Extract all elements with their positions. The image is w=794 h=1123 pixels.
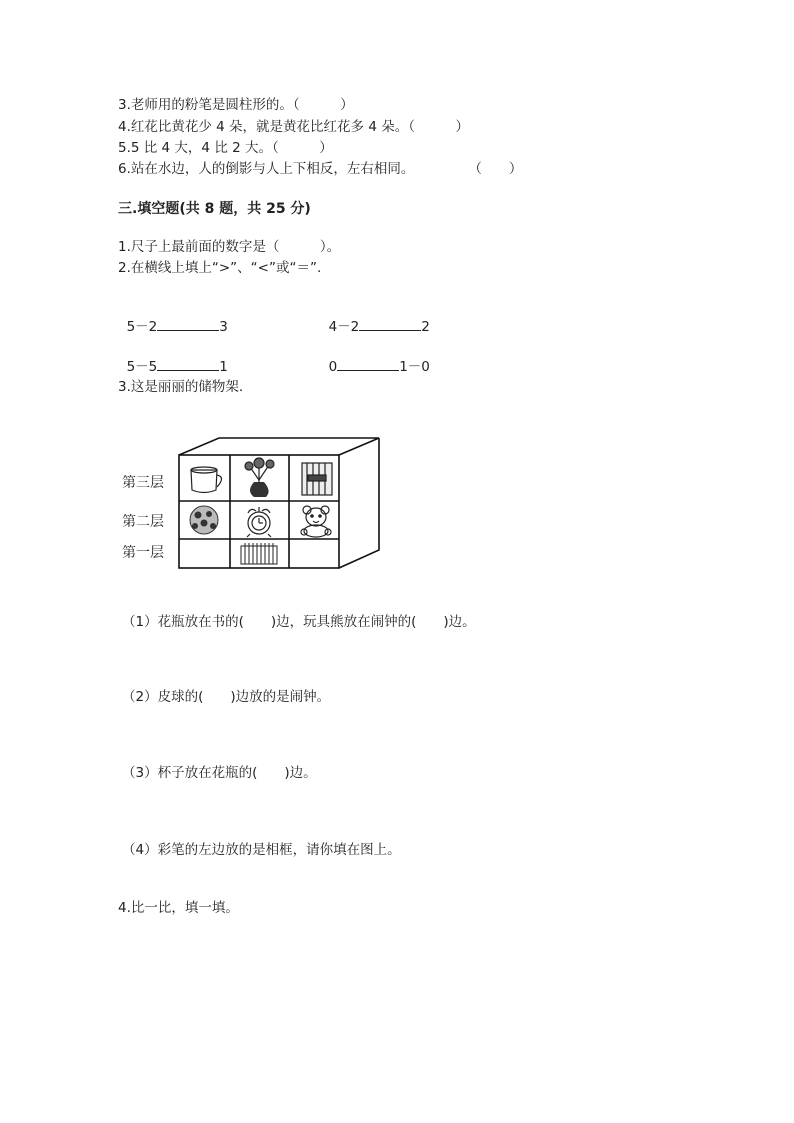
compare-a-left: 5－2 (126, 319, 158, 335)
storage-shelf-figure (174, 435, 384, 575)
judge-question-5: 5.5 比 4 大，4 比 2 大。（ ） (118, 140, 333, 156)
fill-question-4: 4.比一比，填一填。 (118, 900, 239, 916)
compare-d (320, 340, 430, 376)
compare-c (118, 340, 228, 376)
compare-a (118, 300, 228, 336)
judge-question-4: 4.红花比黄花少 4 朵，就是黄花比红花多 4 朵。（ ） (118, 119, 469, 135)
compare-d-blank[interactable] (337, 358, 399, 371)
sub-question-3: （3）杯子放在花瓶的( )边。 (122, 765, 317, 781)
shelf-label-layer3: 第三层 (122, 475, 164, 491)
alarm-clock-icon (247, 507, 271, 537)
section-title: 三.填空题(共 8 题，共 25 分) (118, 201, 311, 217)
book-icon (302, 463, 332, 495)
shelf-side (339, 438, 379, 568)
colored-pens-icon (241, 543, 277, 564)
teddy-bear-icon (301, 506, 331, 537)
compare-b-left: 4－2 (328, 319, 360, 335)
compare-d-left: 0 (328, 359, 338, 375)
sub-question-4: （4）彩笔的左边放的是相框，请你填在图上。 (122, 842, 401, 858)
compare-d-right: 1－0 (399, 359, 430, 375)
compare-b-blank[interactable] (359, 318, 421, 331)
compare-c-right: 1 (219, 359, 228, 375)
compare-a-blank[interactable] (157, 318, 219, 331)
sub-question-2: （2）皮球的( )边放的是闹钟。 (122, 689, 331, 705)
fill-question-1: 1.尺子上最前面的数字是（ ）。 (118, 239, 341, 255)
fill-question-2: 2.在横线上填上“>”、“<”或“＝”. (118, 260, 322, 276)
judge-question-6: 6.站在水边，人的倒影与人上下相反，左右相同。 （ ） (118, 161, 523, 177)
cup-icon (191, 467, 222, 493)
compare-c-left: 5－5 (126, 359, 158, 375)
sub-question-1: （1）花瓶放在书的( )边，玩具熊放在闹钟的( )边。 (122, 614, 476, 630)
ball-icon (190, 506, 218, 534)
fill-question-3: 3.这是丽丽的储物架. (118, 379, 244, 395)
compare-b (320, 300, 430, 336)
vase-icon (245, 458, 274, 497)
compare-b-right: 2 (421, 319, 430, 335)
compare-c-blank[interactable] (157, 358, 219, 371)
shelf-label-layer1: 第一层 (122, 545, 164, 561)
judge-question-3: 3.老师用的粉笔是圆柱形的。（ ） (118, 97, 354, 113)
shelf-label-layer2: 第二层 (122, 514, 164, 530)
shelf-top (179, 438, 379, 455)
compare-a-right: 3 (219, 319, 228, 335)
